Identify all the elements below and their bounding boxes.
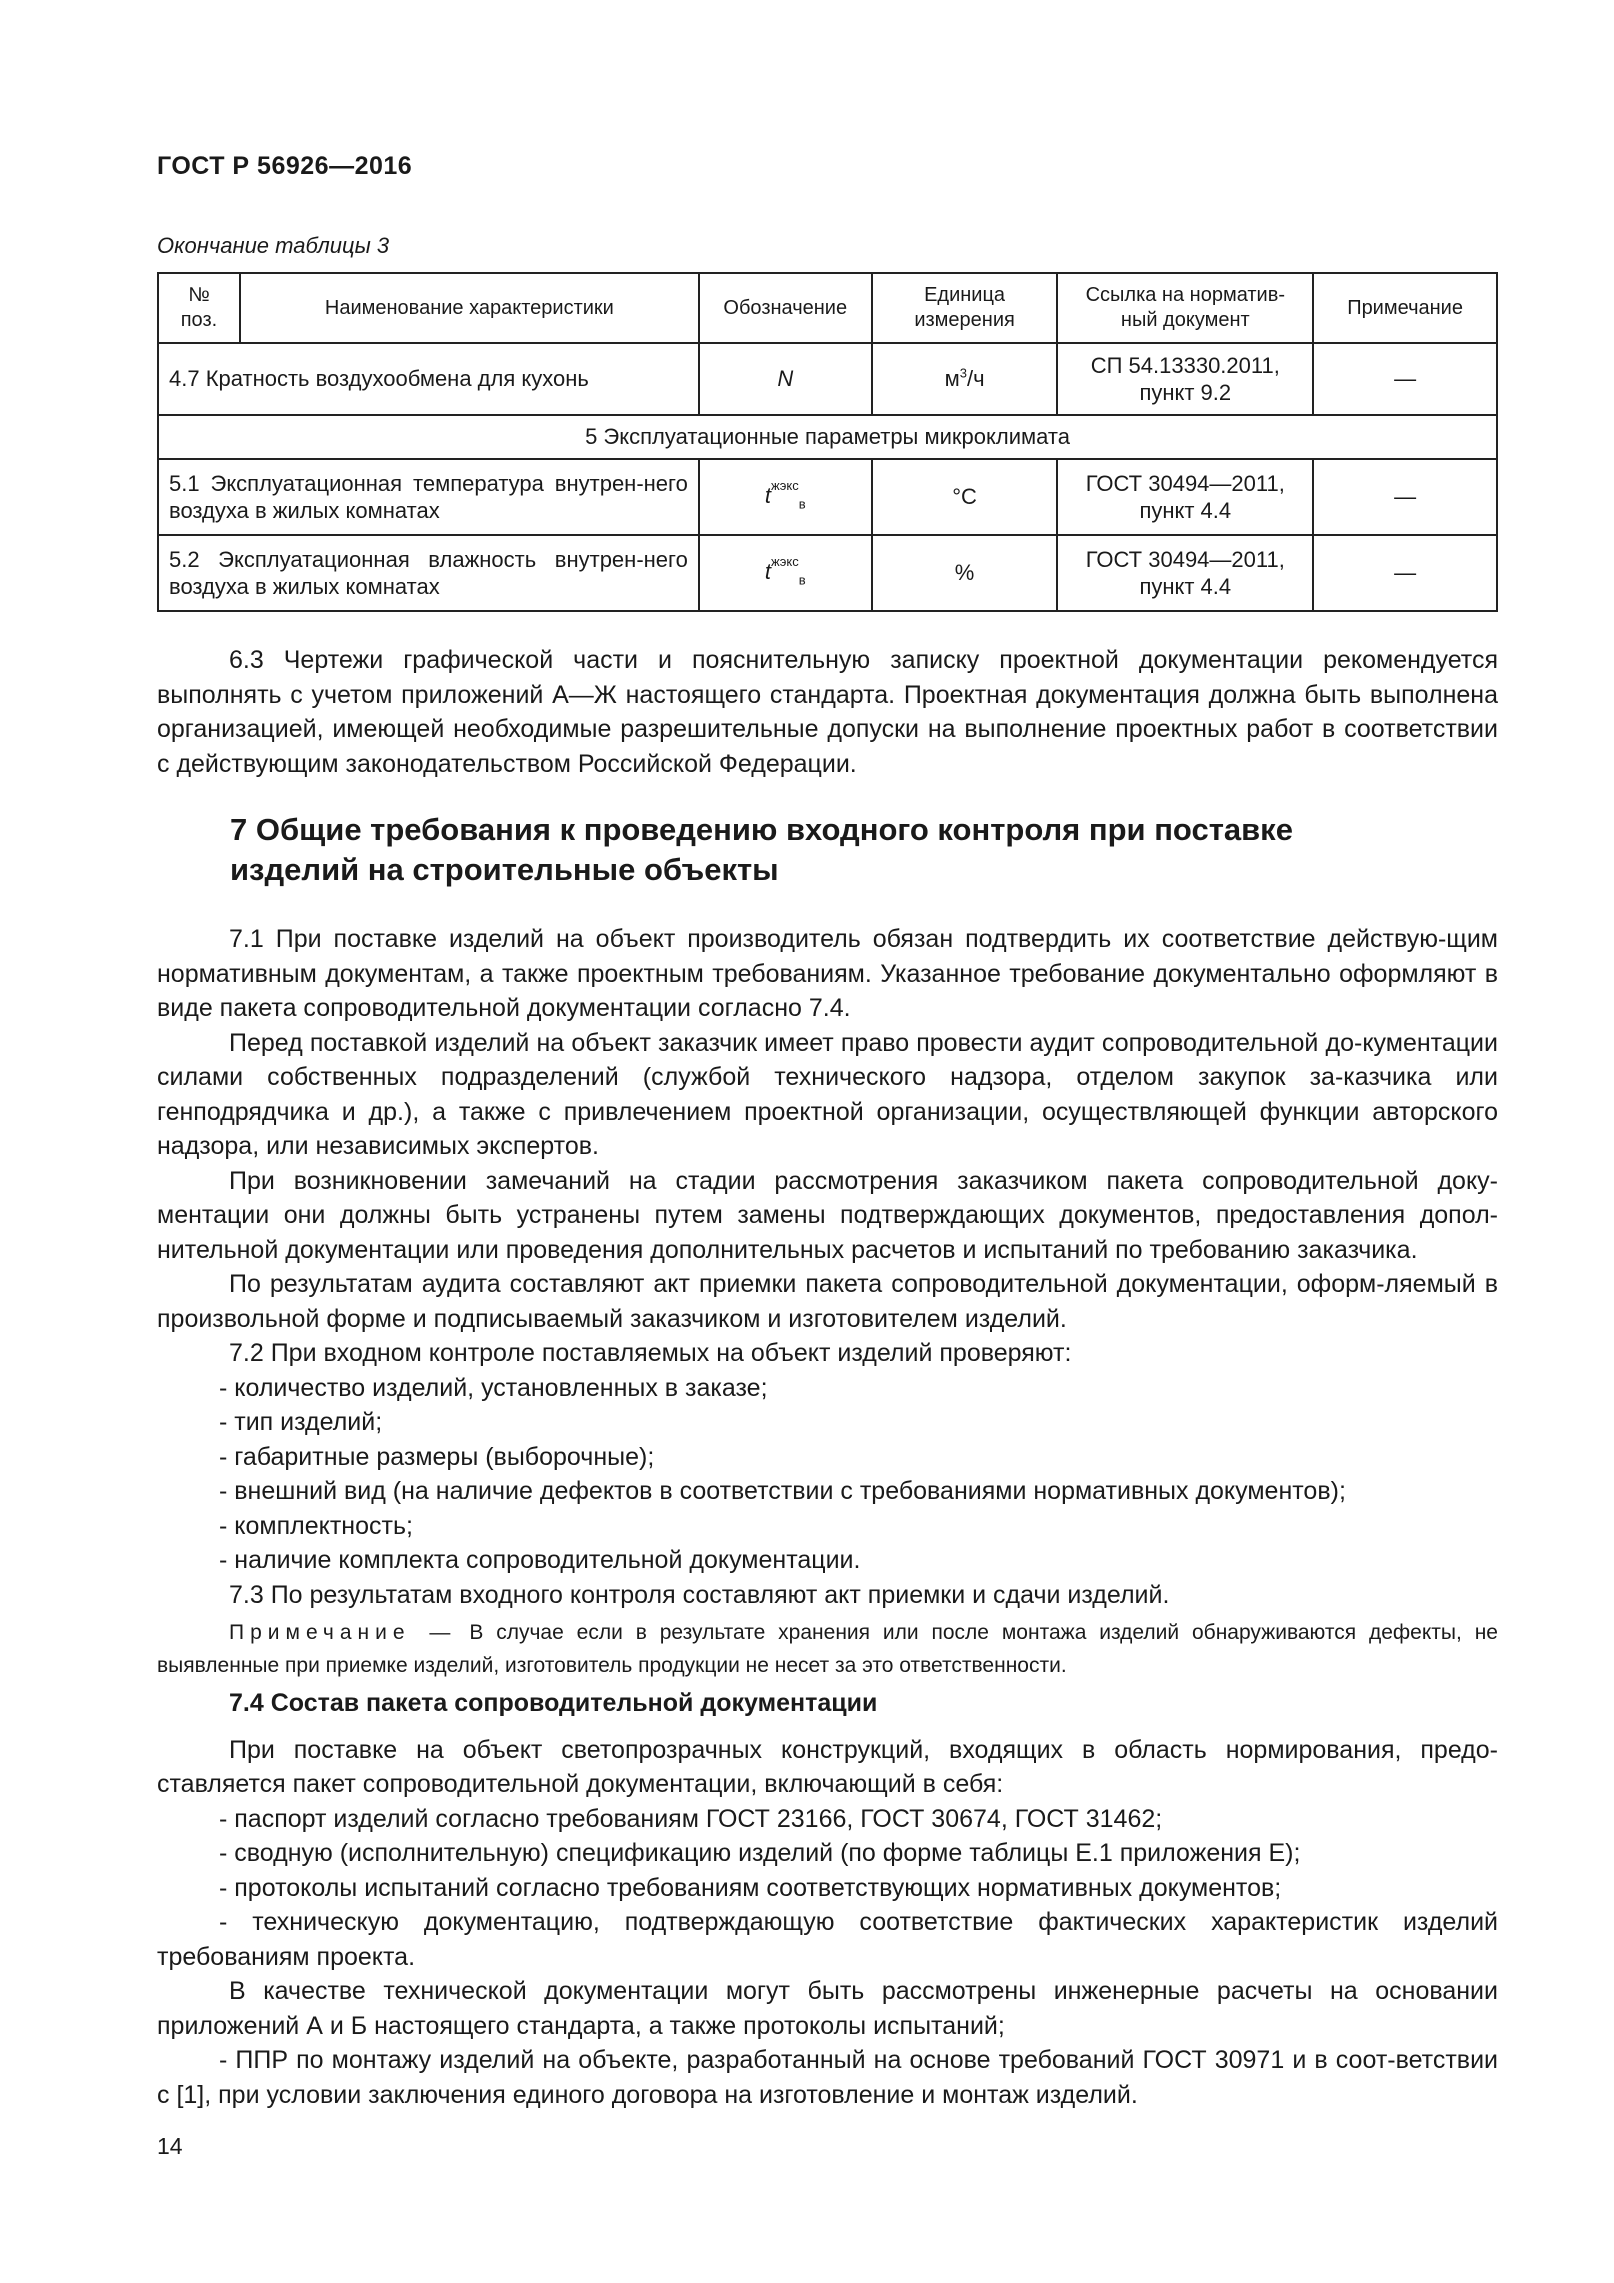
row-52-unit: %: [872, 535, 1058, 611]
col-header-ref: Ссылка на норматив-ный документ: [1057, 273, 1313, 343]
paragraph-7-1-b: Перед поставкой изделий на объект заказчик имеет право провести аудит сопроводительной до-кументации силами собственных подразделений (службой технического надзора, отделом закупок за-казчика или генподрядчика и др.), а также с привлечением проектной организации, осуществляющей функции авторского надзора, или независимых экспертов.: [157, 1028, 1498, 1160]
list-item: - комплектность;: [219, 1511, 413, 1540]
note: [157, 1616, 1498, 1682]
list-item: - количество изделий, установленных в заказе;: [219, 1373, 768, 1402]
table-row: [158, 535, 1497, 611]
col-header-symbol: Обозначение: [699, 273, 872, 343]
row-47-note: —: [1313, 343, 1497, 415]
col-header-name: Наименование характеристики: [240, 273, 699, 343]
row-51-symbol: $t^{жэкс}_в$: [699, 459, 872, 535]
col-header-pos: № поз.: [158, 273, 240, 343]
section-7-text: [157, 922, 1498, 2112]
row-52-note: —: [1313, 535, 1497, 611]
note-label: Примечание —: [229, 1621, 457, 1644]
note-text: В случае если в результате хранения или после монтажа изделий обнаруживаются дефекты, не выявленные при приемке изделий, изготовитель продукции не несет за это ответственности.: [157, 1621, 1498, 1677]
list-item: - наличие комплекта сопроводительной документации.: [219, 1546, 861, 1574]
list-item: - паспорт изделий согласно требованиям ГОСТ 23166, ГОСТ 30674, ГОСТ 31462;: [219, 1804, 1163, 1833]
row-47-symbol: N: [699, 343, 872, 415]
row-51-ref: ГОСТ 30494—2011, пункт 4.4: [1057, 459, 1313, 535]
table-section-row: [158, 415, 1497, 459]
list-item: - габаритные размеры (выборочные);: [219, 1442, 655, 1471]
paragraph-7-4: При поставке на объект светопрозрачных конструкций, входящих в область нормирования, предо-ставляется пакет сопроводительной документации, включающий в себя:: [157, 1735, 1498, 1798]
row-47-name: 4.7 Кратность воздухообмена для кухонь: [158, 343, 699, 415]
row-47-ref: СП 54.13330.2011, пункт 9.2: [1057, 343, 1313, 415]
paragraph-7-2: 7.2 При входном контроле поставляемых на объект изделий проверяют:: [229, 1339, 1072, 1367]
list-item: - техническую документацию, подтверждающую соответствие фактических характеристик изделий требованиям проекта.: [157, 1908, 1498, 1971]
paragraph-7-3: 7.3 По результатам входного контроля составляют акт приемки и сдачи изделий.: [229, 1580, 1170, 1609]
list-item: - тип изделий;: [219, 1408, 383, 1436]
paragraph-7-1: 7.1 При поставке изделий на объект производитель обязан подтвердить их соответствие действую-щим нормативным документам, а также проектным требованиям. Указанное требование документально оформляют в виде пакета сопроводительной документации согласно 7.4.: [157, 925, 1498, 1022]
list-item: - внешний вид (на наличие дефектов в соответствии с требованиями нормативных документов);: [219, 1477, 1346, 1505]
row-52-symbol: $t^{жэкс}_в$: [699, 535, 872, 611]
section-5-label: 5 Эксплуатационные параметры микроклимата: [158, 415, 1497, 459]
page-number: 14: [157, 2133, 183, 2159]
paragraph-7-4-c: - ППР по монтажу изделий на объекте, разработанный на основе требований ГОСТ 30971 и в соот-ветствии с [1], при условии заключения единого договора на изготовление и монтаж изделий.: [157, 2046, 1498, 2109]
col-header-note: Примечание: [1313, 273, 1497, 343]
list-item: - сводную (исполнительную) спецификацию изделий (по форме таблицы Е.1 приложения Е);: [219, 1839, 1301, 1867]
section-7-title: 7 Общие требования к проведению входного контроля при поставке изделий на строительные объекты: [230, 812, 1293, 887]
paragraph-6-3: 6.3 Чертежи графической части и пояснительную записку проектной документации рекомендуется выполнять с учетом приложений А—Ж настоящего стандарта. Проектная документация должна быть выполнена организацией, имеющей необходимые разрешительные допуски на выполнение проектных работ в соответствии с действующим законодательством Российской Федерации.: [157, 646, 1498, 778]
document-header: ГОСТ Р 56926—2016: [157, 152, 413, 180]
row-47-unit: $м^3/ч$: [872, 343, 1058, 415]
row-51-note: —: [1313, 459, 1497, 535]
paragraph-7-1-c: При возникновении замечаний на стадии рассмотрения заказчиком пакета сопроводительной доку-ментации они должны быть устранены путем замены подтверждающих документов, предоставления допол-нительной документации или проведения дополнительных расчетов и испытаний по требованию заказчика.: [157, 1166, 1498, 1264]
table-caption: Окончание таблицы 3: [157, 233, 390, 258]
table-header-row: [158, 273, 1497, 343]
row-51-name: 5.1 Эксплуатационная температура внутрен-него воздуха в жилых комнатах: [158, 459, 699, 535]
row-52-ref: ГОСТ 30494—2011, пункт 4.4: [1057, 535, 1313, 611]
row-52-name: 5.2 Эксплуатационная влажность внутрен-него воздуха в жилых комнатах: [158, 535, 699, 611]
row-51-unit: °С: [872, 459, 1058, 535]
col-header-unit: Единица измерения: [872, 273, 1058, 343]
list-item: - протоколы испытаний согласно требованиям соответствующих нормативных документов;: [219, 1873, 1282, 1902]
table-row: [158, 343, 1497, 415]
paragraph-7-1-d: По результатам аудита составляют акт приемки пакета сопроводительной документации, оформ-ляемый в произвольной форме и подписываемый заказчиком и изготовителем изделий.: [157, 1270, 1498, 1333]
section-6-text: [157, 643, 1498, 781]
table-3: [157, 272, 1498, 612]
paragraph-7-4-b: В качестве технической документации могут быть рассмотрены инженерные расчеты на основании приложений А и Б настоящего стандарта, а также протоколы испытаний;: [157, 1977, 1498, 2040]
subsection-7-4-title: 7.4 Состав пакета сопроводительной документации: [229, 1689, 878, 1717]
table-row: [158, 459, 1497, 535]
